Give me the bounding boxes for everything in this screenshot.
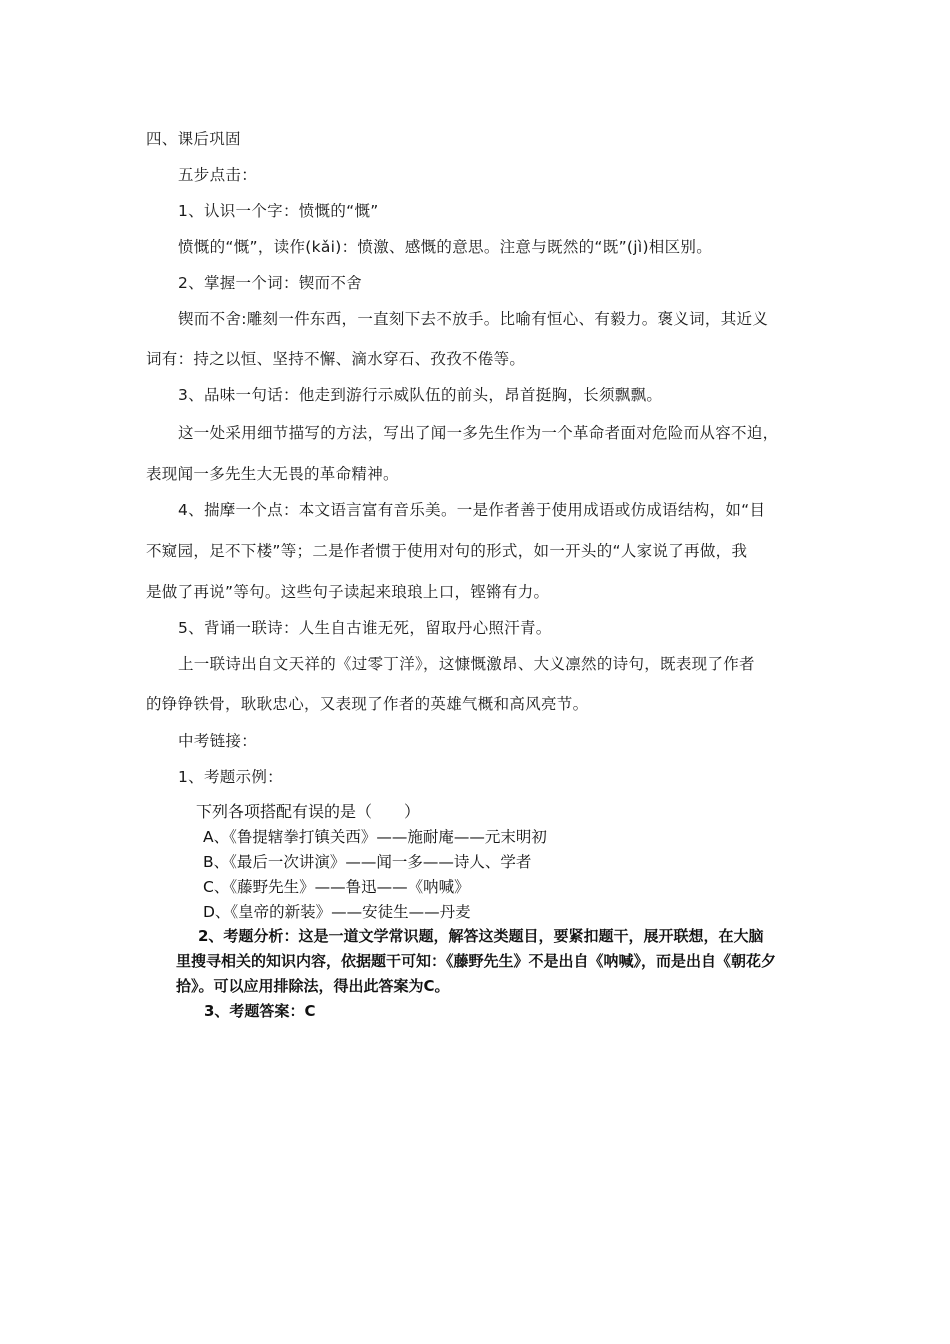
text-line: 1、认识一个字：愤慨的“慨” bbox=[178, 202, 379, 220]
text-line: 锲而不舍:雕刻一件东西，一直刻下去不放手。比喻有恒心、有毅力。褒义词，其近义 bbox=[178, 310, 769, 328]
text-line: 的铮铮铁骨，耿耿忠心，又表现了作者的英雄气概和高风亮节。 bbox=[146, 695, 589, 713]
text-line: 2、掌握一个词：锲而不舍 bbox=[178, 274, 362, 292]
text-line: 上一联诗出自文天祥的《过零丁洋》，这慷慨激昂、大义凛然的诗句，既表现了作者 bbox=[178, 655, 755, 673]
text-line: 中考链接： bbox=[178, 732, 258, 750]
section-subtitle: 五步点击： bbox=[178, 166, 258, 184]
option-b: B、《最后一次讲演》——闻一多——诗人、学者 bbox=[203, 853, 532, 871]
option-d: D、《皇帝的新装》——安徒生——丹麦 bbox=[203, 903, 471, 921]
text-line: 愤慨的“慨”，读作(kǎi)：愤激、感慨的意思。注意与既然的“既”(jì)相区别。 bbox=[178, 238, 713, 256]
option-c: C、《藤野先生》——鲁迅——《呐喊》 bbox=[203, 878, 470, 896]
text-line: 不窥园，足不下楼”等；二是作者惯于使用对句的形式，如一开头的“人家说了再做，我 bbox=[146, 542, 748, 560]
text-line: 4、揣摩一个点：本文语言富有音乐美。一是作者善于使用成语或仿成语结构，如“目 bbox=[178, 501, 766, 519]
analysis-line: 2、考题分析：这是一道文学常识题，解答这类题目，要紧扣题干，展开联想，在大脑 bbox=[198, 927, 764, 945]
text-line: 3、品味一句话：他走到游行示威队伍的前头，昂首挺胸，长须飘飘。 bbox=[178, 386, 663, 404]
text-line: 是做了再说”等句。这些句子读起来琅琅上口，铿锵有力。 bbox=[146, 583, 550, 601]
analysis-line: 里搜寻相关的知识内容，依据题干可知：《藤野先生》不是出自《呐喊》，而是出自《朝花夕 bbox=[176, 952, 777, 970]
text-line: 5、背诵一联诗：人生自古谁无死，留取丹心照汗青。 bbox=[178, 619, 552, 637]
text-line: 表现闻一多先生大无畏的革命精神。 bbox=[146, 465, 399, 483]
section-title: 四、课后巩固 bbox=[146, 130, 241, 148]
text-line: 词有：持之以恒、坚持不懈、滴水穿石、孜孜不倦等。 bbox=[146, 350, 526, 368]
analysis-line: 拾》。可以应用排除法，得出此答案为C。 bbox=[176, 977, 450, 995]
option-a: A、《鲁提辖拳打镇关西》——施耐庵——元末明初 bbox=[203, 828, 547, 846]
text-line: 这一处采用细节描写的方法，写出了闻一多先生作为一个革命者面对危险而从容不迫， bbox=[178, 424, 779, 442]
text-line: 1、考题示例： bbox=[178, 768, 283, 786]
answer-line: 3、考题答案：C bbox=[204, 1002, 316, 1020]
question-stem: 下列各项搭配有误的是（ ） bbox=[196, 802, 421, 821]
